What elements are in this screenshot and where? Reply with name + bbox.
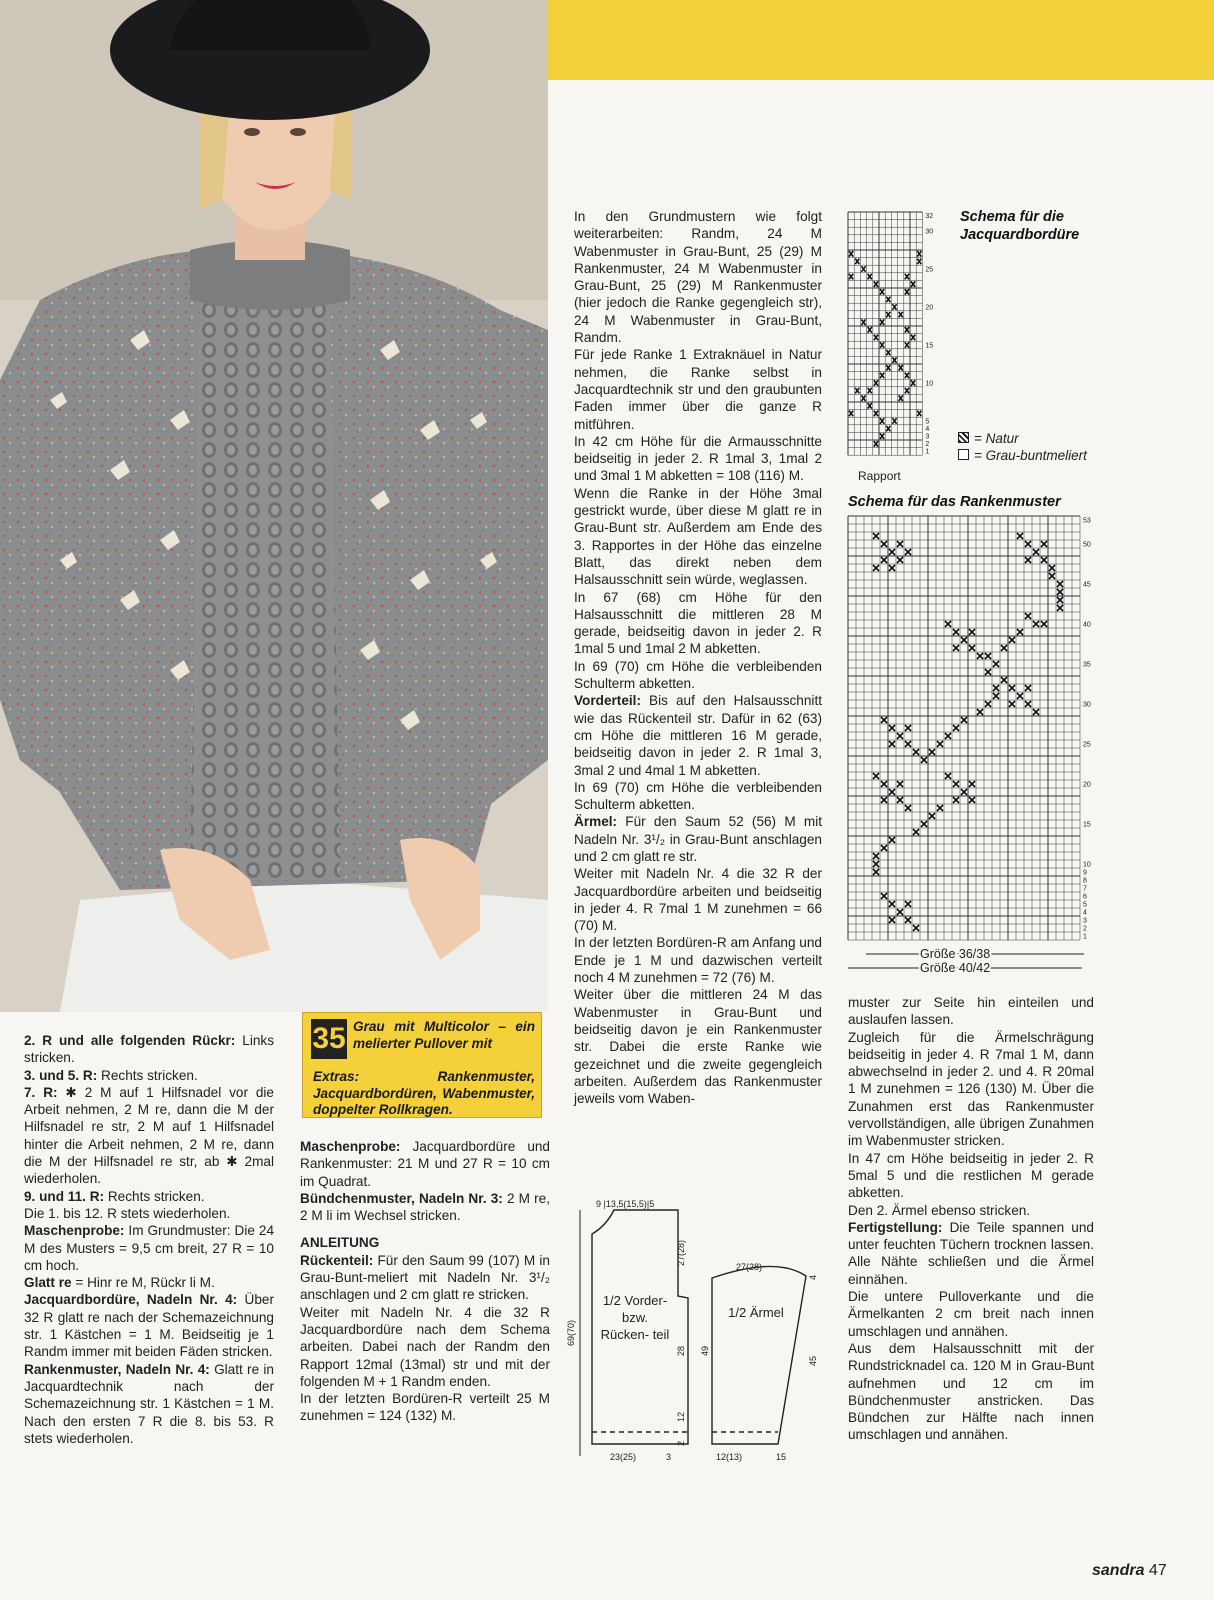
- cross-mark: [911, 335, 915, 341]
- cross-mark: [855, 388, 859, 394]
- row-label: 15: [1083, 821, 1091, 829]
- cross-mark: [889, 725, 895, 731]
- cross-mark: [1049, 565, 1055, 571]
- cross-mark: [913, 925, 919, 931]
- cross-mark: [921, 757, 927, 763]
- row-label: 40: [1083, 621, 1091, 629]
- page-footer: [1092, 1562, 1167, 1580]
- legend-grau: = Grau-buntmeliert: [958, 447, 1087, 464]
- cross-mark: [874, 441, 878, 447]
- cross-mark: [874, 335, 878, 341]
- cross-mark: [905, 917, 911, 923]
- cross-mark: [961, 637, 967, 643]
- cross-mark: [1057, 605, 1063, 611]
- cross-mark: [874, 281, 878, 287]
- cross-mark: [849, 251, 853, 257]
- cross-mark: [1025, 613, 1031, 619]
- row-label: 6: [1083, 893, 1087, 901]
- cross-mark: [929, 813, 935, 819]
- paragraph: 2. R und alle folgenden Rückr: Links stricken.: [24, 1033, 274, 1066]
- bottom-3-label: 3: [666, 1452, 672, 1462]
- ranken-row-labels: [1083, 517, 1091, 940]
- row-label: 5: [1083, 901, 1087, 909]
- cross-mark: [892, 418, 896, 424]
- model-photo: [0, 0, 548, 1012]
- cross-mark: [969, 781, 975, 787]
- cross-mark: [868, 403, 872, 409]
- bottom-front-label: 23(25): [610, 1452, 637, 1462]
- natur-swatch-icon: [958, 432, 969, 443]
- cross-mark: [1033, 709, 1039, 715]
- cross-mark: [880, 373, 884, 379]
- cross-mark: [911, 281, 915, 287]
- cross-mark: [889, 741, 895, 747]
- cross-mark: [886, 312, 890, 318]
- cross-mark: [1001, 645, 1007, 651]
- cross-mark: [917, 251, 921, 257]
- front-piece-label: 1/2 Vorder- bzw. Rücken- teil: [600, 1293, 670, 1342]
- cross-mark: [1009, 685, 1015, 691]
- paragraph: muster zur Seite hin einteilen und auslaufen lassen.: [848, 995, 1094, 1028]
- cross-mark: [1001, 677, 1007, 683]
- cross-mark: [929, 749, 935, 755]
- cross-mark: [886, 426, 890, 432]
- paragraph: Rückenteil: Für den Saum 99 (107) M in Grau-Bunt-meliert mit Nadeln Nr. 3¹/₂ anschlagen und 2 cm glatt re stricken.: [300, 1252, 550, 1303]
- cross-mark: [873, 533, 879, 539]
- model-info-box: [302, 1012, 542, 1118]
- paragraph: In 69 (70) cm Höhe die verbleibenden Schulterm abketten.: [574, 779, 822, 813]
- cross-mark: [1009, 701, 1015, 707]
- paragraph: In 67 (68) cm Höhe für den Halsausschnitt die mittleren 28 M gerade, beidseitig davon in jeder 2. R 1mal 5 und 1mal 2 M abketten.: [574, 589, 822, 657]
- cross-mark: [917, 411, 921, 417]
- cross-mark: [874, 411, 878, 417]
- cross-mark: [1049, 573, 1055, 579]
- model-title: Grau mit Multicolor – ein melierter Pullover mit: [353, 1019, 535, 1051]
- size-a-label: Größe 36/38: [920, 947, 991, 961]
- cross-mark: [1033, 549, 1039, 555]
- cross-mark: [945, 773, 951, 779]
- row-label: 50: [1083, 541, 1091, 549]
- cross-mark: [905, 388, 909, 394]
- instructions-column-1: [24, 1032, 274, 1447]
- cross-mark: [945, 621, 951, 627]
- row-label: 4: [925, 425, 930, 433]
- cross-mark: [881, 557, 887, 563]
- cross-mark: [849, 274, 853, 280]
- cross-mark: [1025, 701, 1031, 707]
- cross-mark: [881, 845, 887, 851]
- cross-mark: [897, 557, 903, 563]
- row-label: 20: [925, 304, 934, 312]
- cross-mark: [993, 661, 999, 667]
- cross-mark: [897, 781, 903, 787]
- paragraph: Maschenprobe: Im Grundmuster: Die 24 M des Musters = 9,5 cm breit, 27 R = 10 cm hoch.: [24, 1223, 274, 1273]
- cross-mark: [880, 433, 884, 439]
- row-label: 1: [925, 448, 930, 456]
- dim-2-label: 2: [676, 1440, 686, 1446]
- jacquard-chart: [846, 208, 946, 488]
- cross-mark: [1025, 541, 1031, 547]
- dim-28-label: 28: [676, 1345, 686, 1356]
- row-label: 3: [1083, 917, 1087, 925]
- cross-mark: [953, 781, 959, 787]
- cross-mark: [881, 717, 887, 723]
- size-b-label: Größe 40/42: [920, 961, 991, 975]
- paragraph: Ärmel: Für den Saum 52 (56) M mit Nadeln Nr. 3¹/₂ in Grau-Bunt anschlagen und 2 cm glatt re str.: [574, 814, 822, 864]
- page-number: 47: [1148, 1562, 1167, 1579]
- cross-mark: [921, 821, 927, 827]
- cross-mark: [913, 749, 919, 755]
- cross-mark: [897, 733, 903, 739]
- cross-mark: [892, 304, 896, 310]
- legend-natur: = Natur: [958, 430, 1087, 447]
- cross-mark: [905, 373, 909, 379]
- cross-mark: [969, 645, 975, 651]
- cross-mark: [961, 789, 967, 795]
- model-extras: Extras: Rankenmuster, Jacquardbordüren, Wabenmuster, doppelter Rollkragen.: [313, 1069, 535, 1118]
- section-heading: ANLEITUNG: [300, 1235, 380, 1251]
- dim-45-label: 45: [808, 1355, 818, 1366]
- cross-mark: [886, 297, 890, 303]
- row-label: 15: [925, 342, 934, 350]
- cross-mark: [855, 259, 859, 265]
- cross-mark: [945, 733, 951, 739]
- cross-mark: [1057, 589, 1063, 595]
- cross-mark: [985, 653, 991, 659]
- paragraph: In den Grundmustern wie folgt weiterarbeiten: Randm, 24 M Wabenmuster in Grau-Bunt, 25 (29) M Rankenmuster, 24 M Wabenmuster in Grau-Bunt, 25 (29) M Rankenmuster (hier jedoch die Ranke gegengleich str), 24 M Wabenmuster in Grau-Bunt, Randm.: [574, 209, 822, 346]
- ranken-chart: [846, 512, 1106, 982]
- cross-mark: [899, 312, 903, 318]
- row-label: 25: [925, 266, 934, 274]
- paragraph: 9. und 11. R: Rechts stricken.: [24, 1188, 205, 1204]
- cross-mark: [905, 805, 911, 811]
- cross-mark: [873, 565, 879, 571]
- sleeve-piece-label: 1/2 Ärmel: [728, 1305, 784, 1320]
- bottom-15-label: 15: [776, 1452, 787, 1462]
- paragraph: Glatt re = Hinr re M, Rückr li M.: [24, 1275, 215, 1291]
- magazine-brand: sandra: [1092, 1562, 1145, 1579]
- row-label: 30: [925, 228, 934, 236]
- cross-mark: [905, 274, 909, 280]
- bottom-sleeve-label: 12(13): [716, 1452, 743, 1462]
- cross-mark: [881, 893, 887, 899]
- row-label: 10: [925, 380, 934, 388]
- cross-mark: [873, 869, 879, 875]
- cross-mark: [977, 709, 983, 715]
- model-photo-illustration: [0, 0, 548, 1012]
- ranken-grid: [848, 516, 1080, 940]
- cross-mark: [868, 274, 872, 280]
- cross-mark: [905, 725, 911, 731]
- row-label: 7: [1083, 885, 1087, 893]
- cross-mark: [1033, 621, 1039, 627]
- dim-27-28-label: 27(28): [676, 1239, 686, 1266]
- cross-mark: [897, 909, 903, 915]
- cross-mark: [905, 549, 911, 555]
- cross-mark: [905, 741, 911, 747]
- grau-swatch-icon: [958, 449, 969, 460]
- paragraph: Jacquardbordüre, Nadeln Nr. 4: Über 32 R glatt re nach der Schemazeichnung str. 1 Kästchen = 1 M. Beidseitig je 1 Randm immer mit beiden Fäden stricken.: [24, 1292, 274, 1360]
- ranken-chart-title: Schema für das Rankenmuster: [848, 494, 1061, 510]
- cross-mark: [1041, 621, 1047, 627]
- cross-mark: [1017, 629, 1023, 635]
- cross-mark: [861, 395, 865, 401]
- jacquard-row-labels: [925, 213, 933, 456]
- row-label: 4: [1083, 909, 1087, 917]
- paragraph: Aus dem Halsausschnitt mit der Rundstricknadel ca. 120 M in Grau-Bunt aufnehmen und 12 cm im Bündchenmuster anstricken. Das Bündchen zur Hälfte nach innen umschlagen und annähen.: [848, 1340, 1094, 1443]
- paragraph: In der letzten Bordüren-R am Anfang und Ende je 1 M und dazwischen verteilt noch 4 M zunehmen = 72 (76) M.: [574, 935, 822, 986]
- cross-mark: [937, 805, 943, 811]
- cross-mark: [897, 797, 903, 803]
- cross-mark: [889, 789, 895, 795]
- cross-mark: [917, 259, 921, 265]
- cross-mark: [985, 669, 991, 675]
- jacquard-chart-title: Schema für die Jacquardbordüre: [960, 209, 1080, 243]
- cross-mark: [899, 365, 903, 371]
- cross-mark: [953, 797, 959, 803]
- paragraph: 3. und 5. R: Rechts stricken.: [24, 1067, 198, 1083]
- row-label: 5: [925, 418, 930, 426]
- cross-mark: [880, 342, 884, 348]
- dim-49-label: 49: [700, 1345, 710, 1356]
- cross-mark: [993, 685, 999, 691]
- paragraph: Wenn die Ranke in der Höhe 3mal gestrickt wurde, über diese M glatt re in Grau-Bunt str. Außerdem am Ende des 3. Rapportes in der Höhe das einzelne Blatt, das direkt neben dem Halsausschnitt sein würde, weglassen.: [574, 485, 822, 588]
- cross-mark: [886, 350, 890, 356]
- instructions-column-3: [574, 208, 822, 1107]
- cross-mark: [937, 741, 943, 747]
- cross-mark: [1025, 685, 1031, 691]
- cross-mark: [911, 380, 915, 386]
- cross-mark: [953, 645, 959, 651]
- rapport-label: Rapport: [858, 469, 901, 483]
- dim-4-label: 4: [808, 1274, 818, 1280]
- paragraph: Vorderteil: Bis auf den Halsausschnitt wie das Rückenteil str. Dafür in 62 (63) cm Höhe die mittleren 16 M gerade, beidseitig davon in jeder 2. R 1mal 3, 3mal 2 und 4mal 1 M abketten.: [574, 693, 822, 778]
- paragraph: Für jede Ranke 1 Extraknäuel in Natur nehmen, die Ranke selbst in Jacquardtechnik str und den graubunten Faden immer über die ganze R mitführen.: [574, 347, 822, 432]
- cross-mark: [880, 289, 884, 295]
- row-label: 3: [925, 433, 930, 441]
- cross-mark: [1057, 581, 1063, 587]
- cross-mark: [899, 395, 903, 401]
- model-number: 35: [311, 1019, 347, 1059]
- cross-mark: [889, 549, 895, 555]
- dim-12-label: 12: [676, 1411, 686, 1422]
- cross-mark: [985, 701, 991, 707]
- cross-mark: [953, 629, 959, 635]
- cross-mark: [861, 266, 865, 272]
- cross-mark: [849, 411, 853, 417]
- cross-mark: [1025, 557, 1031, 563]
- paragraph: 7. R: ✱ 2 M auf 1 Hilfsnadel vor die Arbeit nehmen, 2 M re, dann die M der Hilfsnadel re str, 2 M auf 1 Hilfsnadel hinter die Arbeit nehmen, 2 M re, dann die M der Hilfsnadel re str, ab ✱ 2mal wiederholen.: [24, 1084, 274, 1187]
- row-label: 45: [1083, 581, 1091, 589]
- paragraph: Die 1. bis 12. R stets wiederholen.: [24, 1205, 231, 1221]
- row-label: 53: [1083, 517, 1091, 525]
- chart-legend: [958, 430, 1087, 464]
- paragraph: Fertigstellung: Die Teile spannen und unter feuchten Tüchern trocknen lassen. Alle Nähte schließen und die Ärmel einnähen.: [848, 1219, 1094, 1287]
- cross-mark: [873, 773, 879, 779]
- row-label: 10: [1083, 861, 1091, 869]
- top-color-bar: [548, 0, 1214, 80]
- cross-mark: [873, 853, 879, 859]
- cross-mark: [880, 319, 884, 325]
- cross-mark: [861, 319, 865, 325]
- cross-mark: [1017, 533, 1023, 539]
- paragraph: Rankenmuster, Nadeln Nr. 4: Glatt re in Jacquardtechnik nach der Schemazeichnung str. 1 Kästchen = 1 M. Nach den ersten 7 R die 8. bis 53. R stets wiederholen.: [24, 1361, 274, 1446]
- instructions-column-2: [300, 1138, 550, 1425]
- row-label: 8: [1083, 877, 1087, 885]
- paragraph: Maschenprobe: Jacquardbordüre und Rankenmuster: 21 M und 27 R = 10 cm im Quadrat.: [300, 1139, 550, 1189]
- sleeve-piece-outline: [712, 1266, 806, 1444]
- cross-mark: [905, 327, 909, 333]
- cross-mark: [881, 541, 887, 547]
- instructions-column-4: [848, 994, 1094, 1444]
- paragraph: Bündchenmuster, Nadeln Nr. 3: 2 M re, 2 M li im Wechsel stricken.: [300, 1190, 551, 1224]
- cross-mark: [880, 418, 884, 424]
- paragraph: Weiter mit Nadeln Nr. 4 die 32 R Jacquardbordüre nach dem Schema arbeiten. Dabei nach der Randm den Rapport 12mal (13mal) str und mit der folgenden M + 1 Randm enden.: [300, 1304, 550, 1389]
- pattern-schematic: [566, 1196, 828, 1466]
- cross-mark: [1009, 637, 1015, 643]
- cross-mark: [897, 541, 903, 547]
- cross-mark: [969, 629, 975, 635]
- paragraph: Weiter mit Nadeln Nr. 4 die 32 R der Jacquardbordüre arbeiten und beidseitig in jeder 4. R 7mal 1 M zunehmen = 66 (70) M.: [574, 866, 822, 934]
- cross-mark: [969, 797, 975, 803]
- row-label: 32: [925, 213, 934, 221]
- cross-mark: [886, 365, 890, 371]
- cross-mark: [1041, 557, 1047, 563]
- sleeve-top-label: 27(28): [736, 1262, 763, 1272]
- cross-mark: [1041, 541, 1047, 547]
- cross-mark: [889, 565, 895, 571]
- paragraph: In 47 cm Höhe beidseitig in jeder 2. R 5mal 5 und die restlichen M gerade abketten.: [848, 1150, 1094, 1201]
- cross-mark: [892, 357, 896, 363]
- row-label: 20: [1083, 781, 1091, 789]
- cross-mark: [953, 725, 959, 731]
- cross-mark: [905, 289, 909, 295]
- row-label: 1: [1083, 933, 1087, 941]
- jacquard-grid: [848, 212, 922, 455]
- row-label: 2: [925, 441, 930, 449]
- cross-mark: [889, 901, 895, 907]
- paragraph: Die untere Pulloverkante und die Ärmelkanten 2 cm breit nach innen umschlagen und annähen.: [848, 1289, 1094, 1339]
- row-label: 9: [1083, 869, 1087, 877]
- cross-mark: [881, 797, 887, 803]
- paragraph: Weiter über die mittleren 24 M das Wabenmuster in Grau-Bunt und beidseitig davon je ein Rankenmuster str. Dabei die erste Ranke wie gezeichnet und die zweite gegengleich arbeiten. Außerdem das Rankenmuster jeweils vom Waben-: [574, 987, 822, 1107]
- cross-mark: [889, 917, 895, 923]
- cross-mark: [1017, 693, 1023, 699]
- paragraph: In der letzten Bordüren-R verteilt 25 M zunehmen = 124 (132) M.: [300, 1391, 550, 1424]
- cross-mark: [873, 861, 879, 867]
- height-total-label: 69(70): [566, 1319, 576, 1346]
- cross-mark: [881, 781, 887, 787]
- row-label: 30: [1083, 701, 1091, 709]
- cross-mark: [1057, 597, 1063, 603]
- top-dims-label: 9 |13,5(15,5)|5: [596, 1199, 655, 1209]
- cross-mark: [868, 388, 872, 394]
- cross-mark: [993, 693, 999, 699]
- cross-mark: [977, 653, 983, 659]
- paragraph: Den 2. Ärmel ebenso stricken.: [848, 1202, 1031, 1218]
- cross-mark: [889, 837, 895, 843]
- paragraph: Zugleich für die Ärmelschrägung beidseitig in jeder 4. R 7mal 1 M, dann abwechselnd in jeder 2. und 4. R 20mal 1 M zunehmen = 126 (130) M. Über die Zunahmen erst das Rankenmuster vervollständigen, alle übrigen Zunahmen im Wabenmuster stricken.: [848, 1029, 1094, 1149]
- cross-mark: [868, 327, 872, 333]
- row-label: 2: [1083, 925, 1087, 933]
- paragraph: In 42 cm Höhe für die Armausschnitte beidseitig in jeder 2. R 1mal 3, 1mal 2 und 3mal 1 M abketten = 108 (116) M.: [574, 433, 822, 484]
- row-label: 25: [1083, 741, 1091, 749]
- cross-mark: [905, 342, 909, 348]
- cross-mark: [913, 829, 919, 835]
- cross-mark: [905, 901, 911, 907]
- cross-mark: [961, 717, 967, 723]
- cross-mark: [874, 380, 878, 386]
- paragraph: In 69 (70) cm Höhe die verbleibenden Schulterm abketten.: [574, 658, 822, 692]
- row-label: 35: [1083, 661, 1091, 669]
